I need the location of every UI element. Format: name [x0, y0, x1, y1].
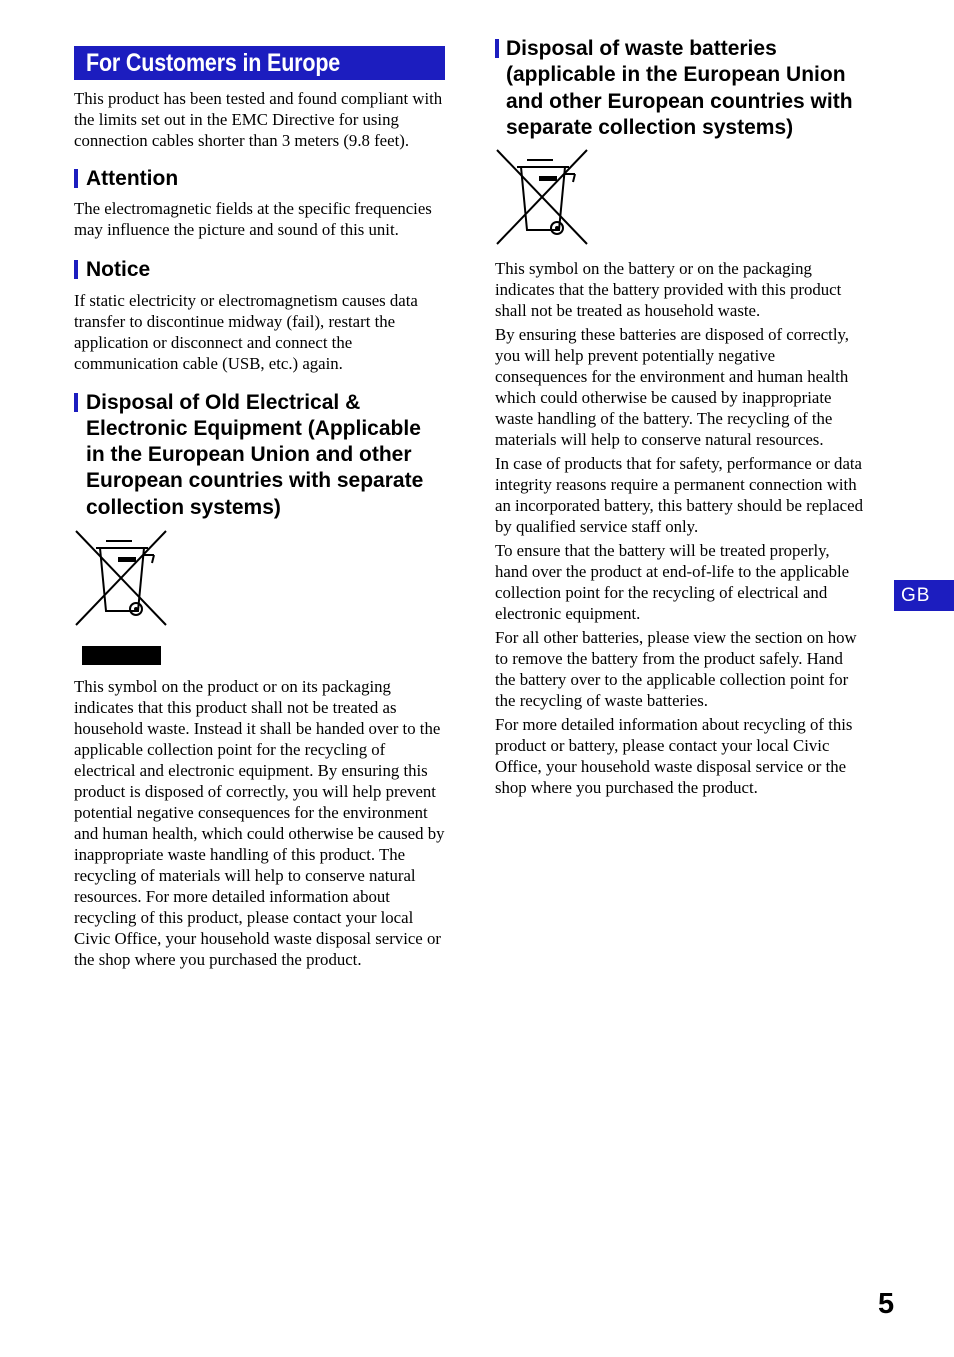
crossed-out-bin-icon: [495, 148, 589, 246]
section-banner: [74, 46, 445, 80]
battery-paragraph: For all other batteries, please view the section on how to remove the battery from the product safely. Hand the battery over to the applicable collection point for the recycling of waste batteries.: [495, 628, 857, 711]
notice-heading: Notice: [74, 257, 445, 283]
disposal-text: This symbol on the product or on its packaging indicates that this product shall not be treated as household waste. Instead it shall be handed over to the applicable collection point for the recycling of electrical and electronic equipment. By ensuring this product is disposed of correctly, you will help prevent potential negative consequences for the environment and human health, which could otherwise be caused by inappropriate waste handling of this product. The recycling of materials will help to conserve natural resources. For more detailed information about recycling of this product, please contact your local Civic Office, your household waste disposal service or the shop where you purchased the product.: [74, 677, 445, 970]
intro-text: This product has been tested and found compliant with the limits set out in the EMC Directive for using connection cables shorter than 3 meters (9.8 feet).: [74, 89, 443, 150]
language-tab: GB: [894, 580, 954, 611]
heading-marker: [495, 39, 499, 58]
battery-paragraph: To ensure that the battery will be treated properly, hand over the product at end-of-life to the applicable collection point for the recycling of electrical and electronic equipment.: [495, 541, 850, 624]
battery-paragraph: In case of products that for safety, performance or data integrity reasons require a permanent connection with an incorporated battery, this battery should be replaced by qualified service staff only.: [495, 454, 863, 537]
attention-heading: Attention: [74, 166, 445, 192]
right-column: [495, 36, 865, 798]
heading-marker: [74, 393, 78, 412]
left-column: [74, 46, 445, 970]
notice-text: If static electricity or electromagnetism causes data transfer to discontinue midway (fail), restart the application or disconnect and connect the communication cable (USB, etc.) again.: [74, 290, 418, 373]
heading-marker: [74, 260, 78, 279]
attention-text: The electromagnetic fields at the specific frequencies may influence the picture and sound of this unit.: [74, 199, 432, 240]
battery-heading: Disposal of waste batteries (applicable in the European Union and other European countries with separate collection systems): [495, 36, 865, 141]
crossed-out-bin-icon: [74, 529, 168, 627]
bin-underline-bar: [82, 646, 161, 665]
banner-title: For Customers in Europe: [86, 49, 341, 77]
battery-paragraph: This symbol on the battery or on the packaging indicates that the battery provided with this product shall not be treated as household waste.: [495, 259, 842, 321]
disposal-heading: Disposal of Old Electrical & Electronic Equipment (Applicable in the European Union and other European countries with separate collection systems): [74, 390, 445, 521]
heading-marker: [74, 169, 78, 188]
page-number: 5: [878, 1288, 895, 1320]
battery-paragraph: By ensuring these batteries are disposed of correctly, you will help prevent potentially negative consequences for the environment and human health which could otherwise be caused by inappropriate waste handling of the battery. The recycling of the materials will help to conserve natural resources.: [495, 325, 849, 450]
battery-paragraph: For more detailed information about recycling of this product or battery, please contact your local Civic Office, your household waste disposal service or the shop where you purchased the product.: [495, 715, 853, 798]
